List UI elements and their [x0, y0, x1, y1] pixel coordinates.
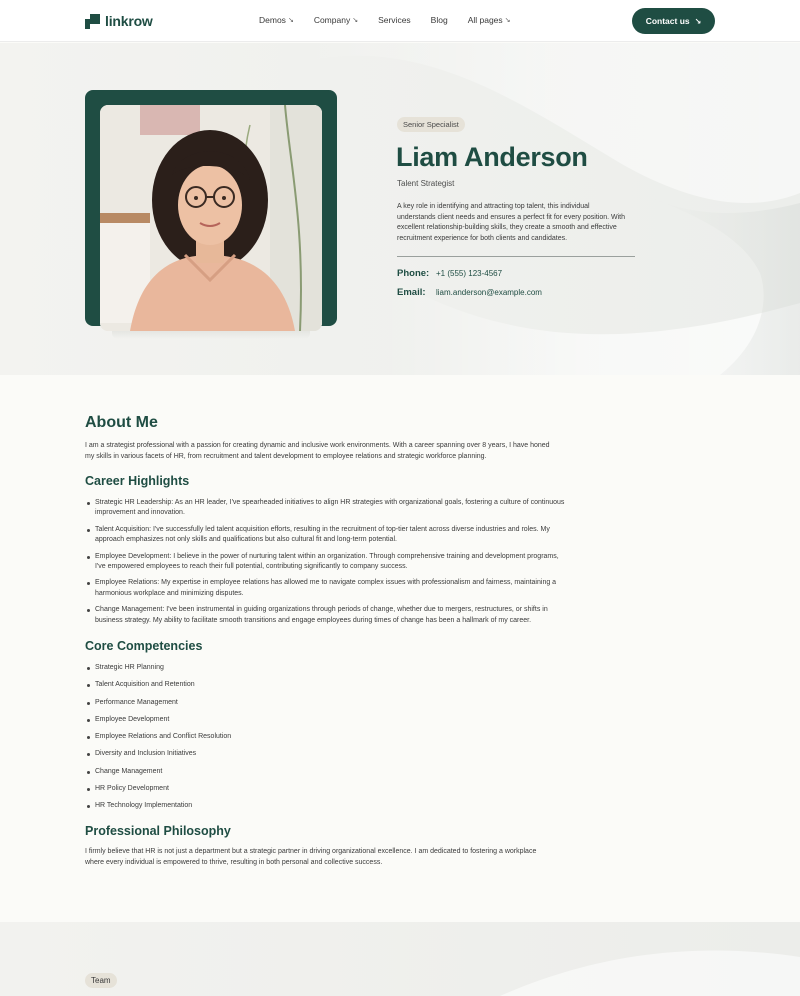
list-item: HR Policy Development [85, 784, 565, 794]
list-item: Strategic HR Planning [85, 663, 565, 673]
portrait-shadow [112, 331, 310, 339]
list-item: Employee Development: I believe in the power of nurturing talent within an organization. Through comprehensive training and development programs, I've empowered employees to reach their full potential, contributing significantly to company success. [85, 552, 565, 573]
career-highlights-title: Career Highlights [85, 474, 190, 488]
phone-row [397, 268, 502, 279]
nav-item-label: Services [378, 15, 411, 25]
philosophy-text: I firmly believe that HR is not just a department but a strategic partner in driving organizational excellence. I am dedicated to fostering a workplace where every individual is empowered to thrive, resulting in both personal and collective success. [85, 848, 537, 866]
phone-value[interactable]: +1 (555) 123-4567 [436, 269, 503, 278]
list-item: Diversity and Inclusion Initiatives [85, 749, 565, 759]
core-competencies-title: Core Competencies [85, 639, 203, 653]
list-item: Talent Acquisition and Retention [85, 680, 565, 690]
logo-icon [85, 14, 100, 29]
email-label: Email: [397, 287, 426, 298]
email-row [397, 287, 542, 298]
contact-us-button[interactable] [632, 8, 715, 34]
site-header [0, 0, 800, 42]
chevron-down-icon: ↘ [504, 17, 511, 24]
nav-item-services[interactable] [378, 15, 411, 25]
list-item: Change Management: I've been instrumental in guiding organizations through periods of change, whether due to mergers, restructures, or shifts in business strategy. My ability to facilitate smooth transitions and engage employees during times of change has been a hallmark of my career. [85, 605, 565, 626]
about-text: I am a strategist professional with a passion for creating dynamic and inclusive work environments. With a career spanning over 8 years, I have honed my skills in various facets of HR, from recruitment and talent development to employee relations and strategic workforce planning. [85, 442, 550, 460]
list-item: Strategic HR Leadership: As an HR leader, I've spearheaded initiatives to align HR strategies with organizational goals, fostering a culture of continuous improvement and innovation. [85, 498, 565, 519]
nav-item-label: Demos [259, 15, 286, 25]
profile-role: Talent Strategist [397, 179, 455, 188]
portrait-photo [100, 105, 322, 331]
list-item: Employee Relations: My expertise in employee relations has allowed me to navigate complex issues with professionalism and fairness, maintaining a harmonious workplace and minimizing disputes. [85, 578, 565, 599]
nav-item-all-pages[interactable] [468, 15, 511, 25]
email-value[interactable]: liam.anderson@example.com [436, 288, 542, 297]
about-title: About Me [85, 414, 158, 431]
list-item: Change Management [85, 767, 565, 777]
nav-item-label: Blog [430, 15, 448, 25]
nav-item-blog[interactable] [431, 15, 448, 25]
chevron-down-icon: ↘ [352, 17, 359, 24]
role-badge: Senior Specialist [397, 117, 465, 132]
list-item: Employee Development [85, 715, 565, 725]
profile-description: A key role in identifying and attracting top talent, this individual understands client needs and ensures a perfect fit for every position. With excellent relationship-building skills, they create a smooth and effective recruitment experience for both clients and candidates. [397, 203, 626, 242]
list-item: Employee Relations and Conflict Resolution [85, 732, 565, 742]
nav-item-demos[interactable] [259, 15, 294, 25]
hero-section [0, 43, 800, 375]
list-item: Performance Management [85, 698, 565, 708]
core-competencies-list [85, 663, 565, 812]
chevron-down-icon: ↘ [287, 17, 294, 24]
profile-name: Liam Anderson [396, 142, 588, 172]
team-section [0, 922, 800, 996]
divider [397, 256, 635, 257]
team-background-wave [0, 922, 800, 996]
nav-item-label: All pages [467, 15, 503, 25]
nav-item-company[interactable] [314, 15, 358, 25]
main-nav [259, 15, 531, 25]
contact-us-label: Contact us [645, 16, 690, 26]
professional-philosophy-title: Professional Philosophy [85, 824, 231, 838]
logo-text: linkrow [105, 13, 153, 29]
team-badge: Team [85, 973, 117, 988]
list-item: Talent Acquisition: I've successfully led talent acquisition efforts, resulting in the recruitment of top-tier talent across diverse industries and roles. My approach emphasizes not only skills and qualifications but also cultural fit and long-term potential. [85, 525, 565, 546]
nav-item-label: Company [313, 15, 351, 25]
logo[interactable] [85, 13, 153, 29]
career-highlights-list [85, 498, 565, 626]
arrow-down-right-icon: ↘ [694, 16, 702, 26]
list-item: HR Technology Implementation [85, 801, 565, 811]
phone-label: Phone: [397, 268, 430, 279]
